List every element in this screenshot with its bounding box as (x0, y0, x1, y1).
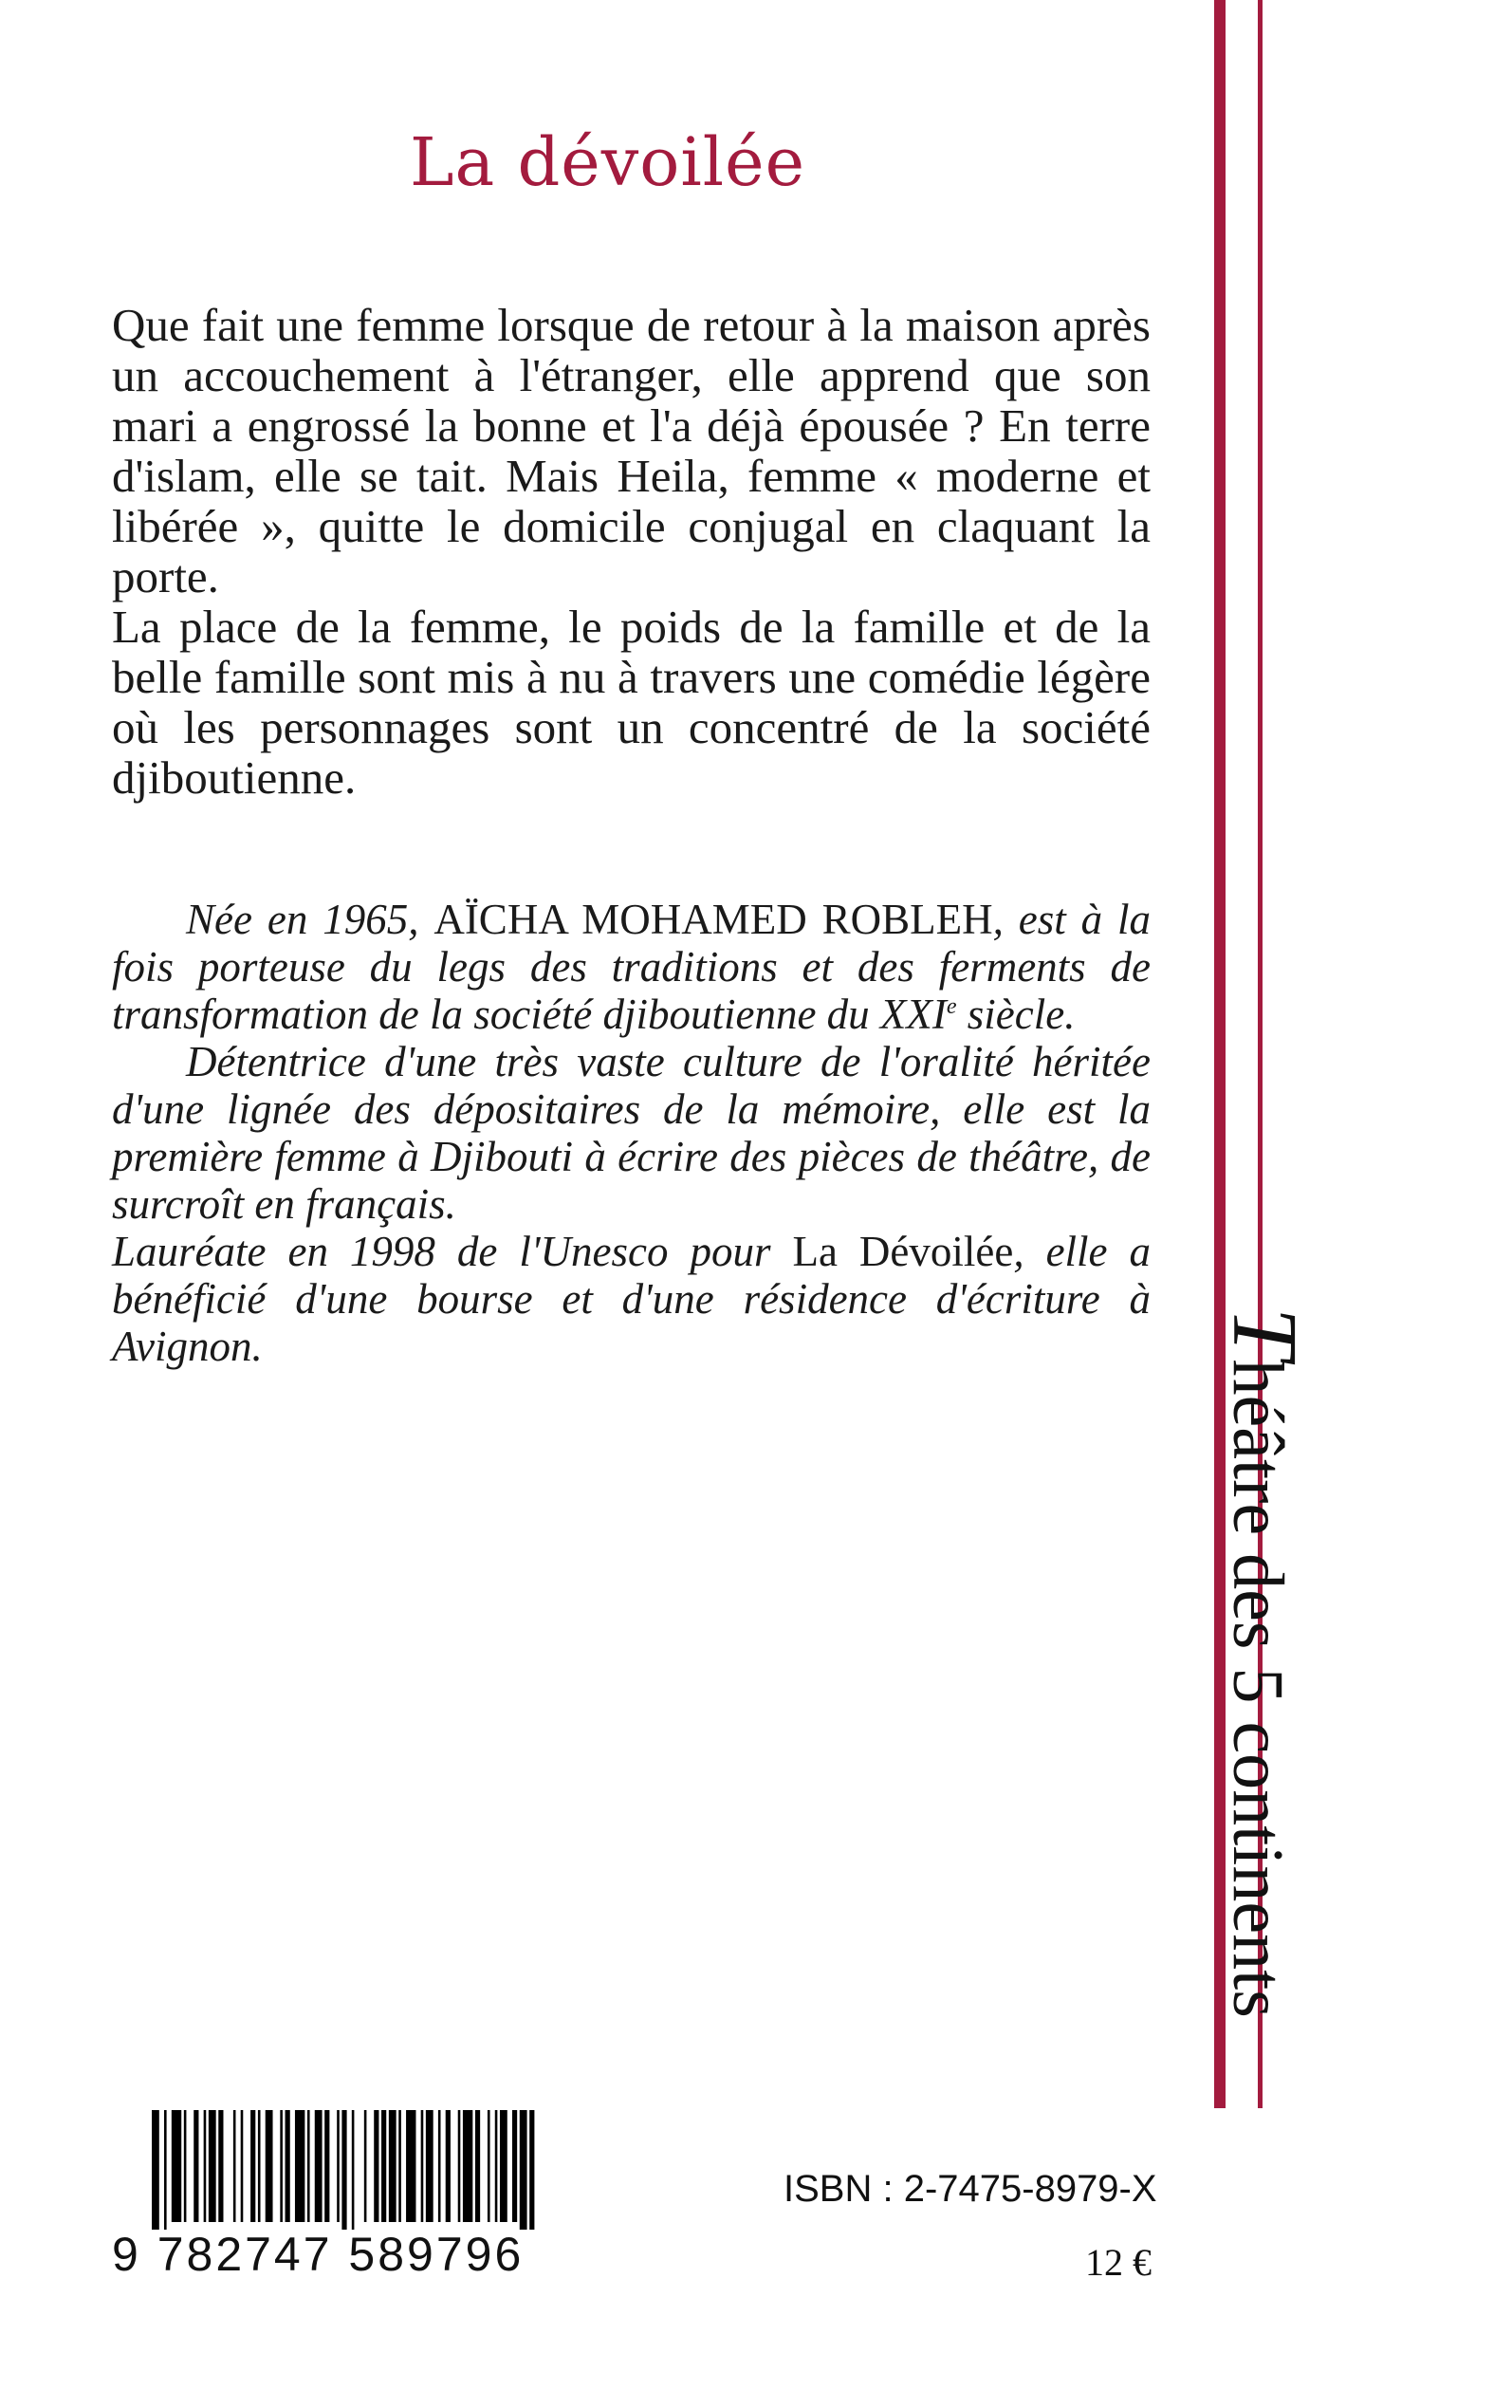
price: 12 € (1085, 2241, 1152, 2284)
barcode-bar (475, 2110, 480, 2222)
barcode-bar (520, 2110, 527, 2230)
barcode-bar (250, 2110, 255, 2222)
barcode-bar (463, 2110, 472, 2222)
barcode-bar (307, 2110, 310, 2222)
isbn: ISBN : 2-7475-8979-X (784, 2168, 1157, 2210)
barcode-bar (337, 2110, 340, 2222)
barcode-bar (529, 2110, 534, 2230)
series-initial: T (1213, 1307, 1316, 1360)
summary-block (112, 300, 1151, 803)
barcode-bar (266, 2110, 273, 2222)
barcode-bar (500, 2110, 507, 2222)
barcode-bar (512, 2110, 517, 2222)
barcode-bar (218, 2110, 223, 2222)
barcode-bar (164, 2110, 167, 2230)
barcode-bar (209, 2110, 216, 2222)
barcode-bar (458, 2110, 461, 2222)
bio-text: , est à la fois porteuse du legs des traditions et des ferments de transformation de la société djiboutienne du XXI (112, 896, 1151, 1038)
work-title: La Dévoilée (792, 1228, 1014, 1275)
barcode-bar (295, 2110, 304, 2222)
barcode-bar (364, 2110, 367, 2222)
barcode-digits: 9 782747 589796 (112, 2228, 525, 2281)
barcode-bar (315, 2110, 323, 2222)
barcode-bar (495, 2110, 498, 2222)
barcode-bar (152, 2110, 159, 2230)
barcode-bar (241, 2110, 244, 2222)
century-superscript: e (946, 994, 957, 1019)
bio-paragraph-1 (112, 896, 1151, 1038)
barcode-bar (389, 2110, 396, 2222)
summary-paragraph: Que fait une femme lorsque de retour à la maison après un accouchement à l'étranger, elle apprend que son mari a engrossé la bonne et l'a déjà épousée ? En terre d'islam, elle se tait. Mais Heila, femme « moderne et libérée », quitte le domicile conjugal en claquant la porte. (112, 299, 1151, 602)
barcode-bar (381, 2110, 386, 2222)
bio-text: Lauréate en 1998 de l'Unesco pour (112, 1228, 793, 1275)
barcode-bar (421, 2110, 424, 2222)
summary-paragraph: La place de la femme, le poids de la famille et de la belle famille sont mis à nu à travers une comédie légère où les personnages sont un concentré de la société djiboutienne. (112, 601, 1151, 804)
barcode-bar (398, 2110, 401, 2222)
bio-paragraph-3 (112, 1228, 1151, 1370)
barcode-bar (352, 2110, 355, 2230)
barcode-bar (286, 2110, 290, 2222)
barcode-bar (184, 2110, 187, 2222)
barcode (152, 2110, 537, 2230)
author-bio (112, 896, 1151, 1370)
author-name: AÏCHA MOHAMED ROBLEH (433, 896, 993, 943)
barcode-bar (426, 2110, 433, 2222)
barcode-bar (280, 2110, 283, 2222)
barcode-bar (446, 2110, 451, 2222)
barcode-bar (374, 2110, 378, 2222)
bio-text: , elle a bénéficié d'une bourse et d'une résidence d'écriture à Avignon. (112, 1228, 1152, 1370)
bio-intro: Née en 1965, (186, 896, 434, 943)
book-title: La dévoilée (410, 123, 806, 201)
barcode-bar (406, 2110, 415, 2222)
barcode-bar (488, 2110, 490, 2222)
barcode-bar (438, 2110, 441, 2222)
barcode-bar (233, 2110, 236, 2222)
barcode-bar (194, 2110, 198, 2222)
bio-paragraph-2: Détentrice d'une très vaste culture de l'oralité héritée d'une lignée des dépositaires de la mémoire, elle est la première femme à Djibouti à écrire des pièces de théâtre, de surcroît en français. (112, 1038, 1151, 1228)
barcode-bar (341, 2110, 346, 2230)
barcode-bar (204, 2110, 207, 2222)
barcode-bar (324, 2110, 329, 2222)
bio-text: siècle. (956, 991, 1076, 1038)
barcode-bar (172, 2110, 181, 2222)
barcode-bar (258, 2110, 261, 2222)
series-name: héâtre des 5 continents (1218, 1359, 1298, 2018)
